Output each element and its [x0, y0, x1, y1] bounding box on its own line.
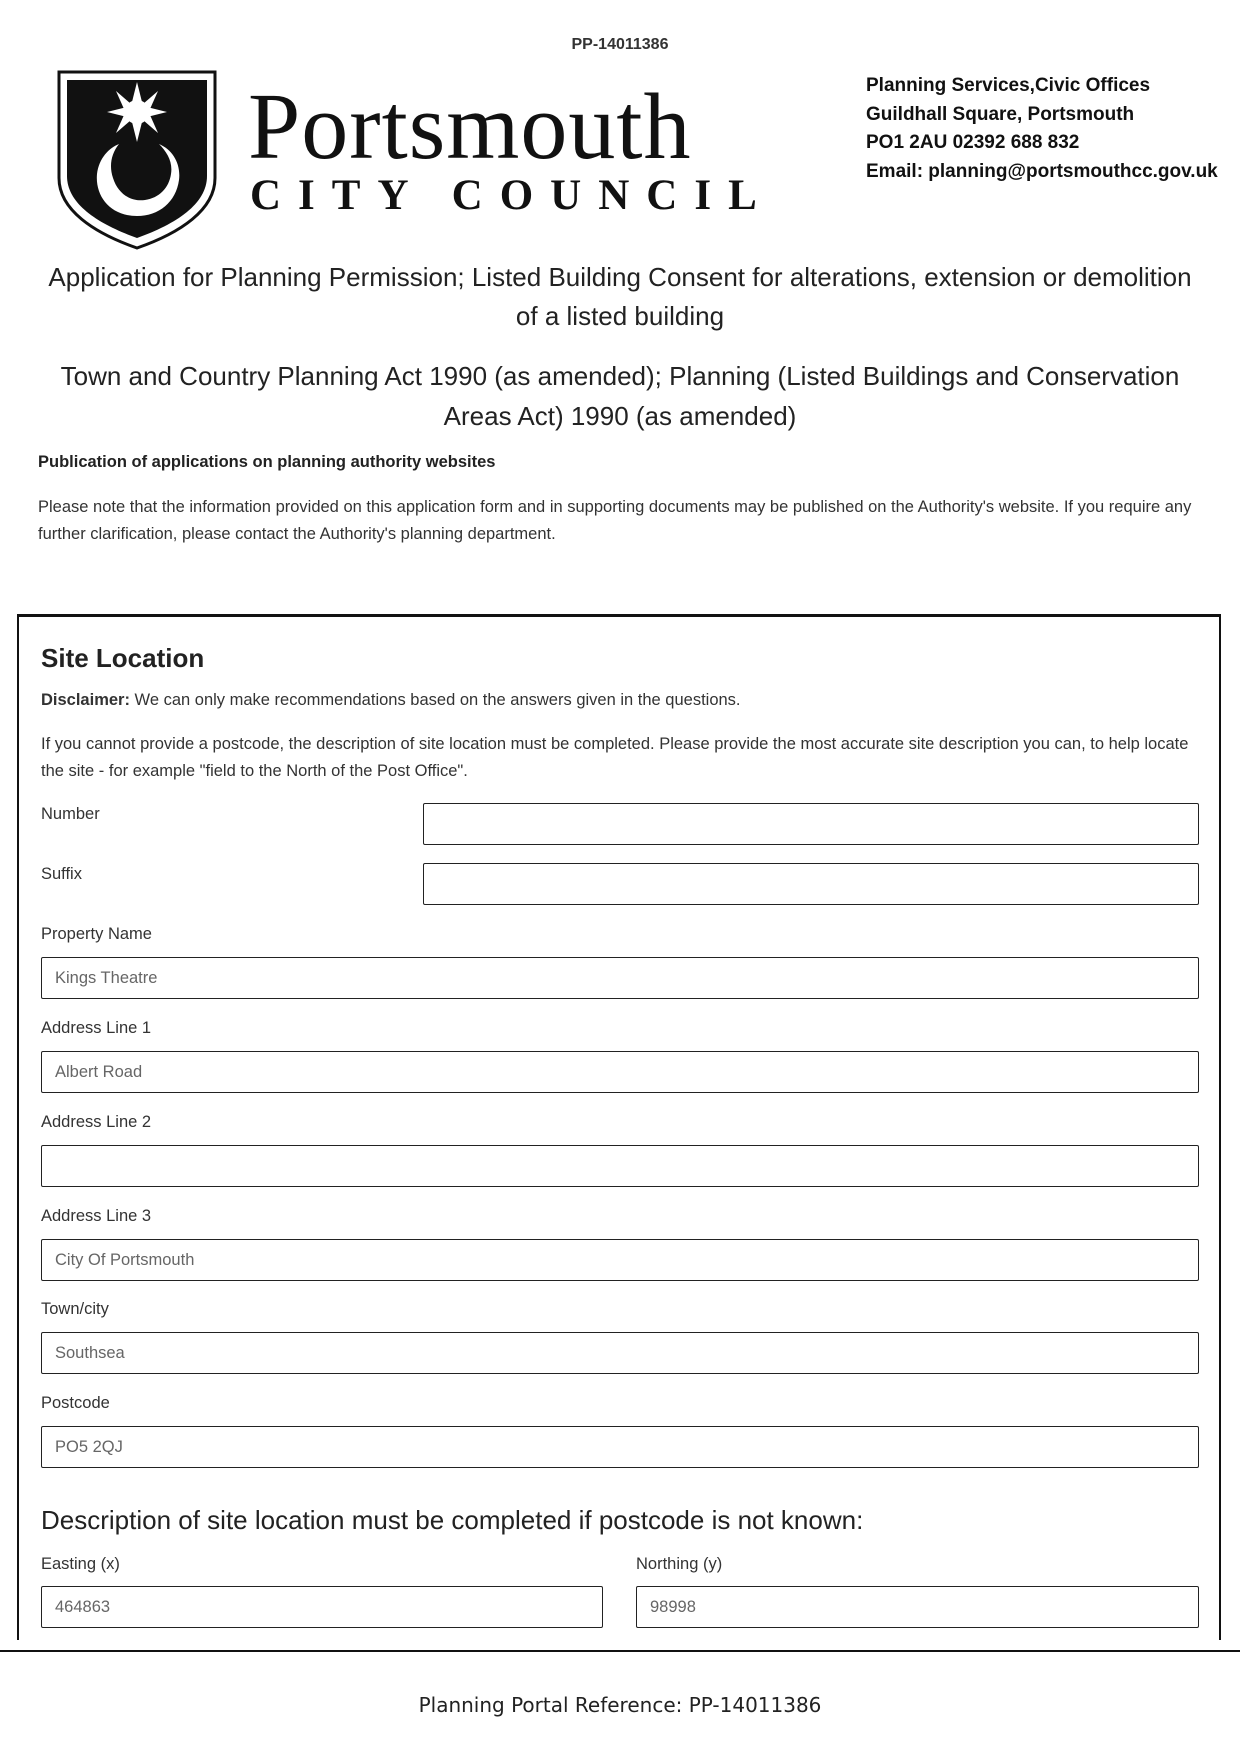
- easting-field[interactable]: 464863: [41, 1586, 603, 1628]
- easting-label: Easting (x): [41, 1555, 120, 1573]
- northing-field[interactable]: 98998: [636, 1586, 1199, 1628]
- council-crest-icon: [55, 68, 219, 252]
- contact-email: Email: planning@portsmouthcc.gov.uk: [866, 160, 1218, 182]
- application-title: Application for Planning Permission; Listed Building Consent for alterations, extension or demolition of a listed building: [48, 262, 1192, 331]
- number-label: Number: [41, 805, 100, 823]
- address-line-2-field[interactable]: [41, 1145, 1199, 1187]
- address-line-3-label: Address Line 3: [41, 1207, 152, 1225]
- property-name-field[interactable]: Kings Theatre: [41, 957, 1199, 999]
- site-location-heading: Site Location: [41, 643, 205, 673]
- footer-reference: Planning Portal Reference: PP-14011386: [418, 1693, 822, 1717]
- number-field[interactable]: [423, 803, 1199, 845]
- suffix-field[interactable]: [423, 863, 1199, 905]
- address-line-3-field[interactable]: City Of Portsmouth: [41, 1239, 1199, 1281]
- address-line-1-field[interactable]: Albert Road: [41, 1051, 1199, 1093]
- top-reference: PP-14011386: [571, 36, 669, 53]
- publication-heading: Publication of applications on planning authority websites: [38, 453, 496, 471]
- town-city-field[interactable]: Southsea: [41, 1332, 1199, 1374]
- disclaimer-label: Disclaimer:: [41, 691, 130, 709]
- town-city-label: Town/city: [41, 1300, 109, 1318]
- contact-line: PO1 2AU 02392 688 832: [866, 132, 1080, 153]
- legislation-title: Town and Country Planning Act 1990 (as amended); Planning (Listed Buildings and Conservation Areas Act) 1990 (as amended): [60, 361, 1180, 431]
- contact-line: Guildhall Square, Portsmouth: [866, 103, 1135, 125]
- property-name-label: Property Name: [41, 925, 152, 943]
- description-heading: Description of site location must be completed if postcode is not known:: [41, 1505, 864, 1535]
- disclaimer-text: We can only make recommendations based on the answers given in the questions.: [129, 691, 741, 709]
- contact-block: [866, 72, 1226, 186]
- postcode-label: Postcode: [41, 1394, 110, 1412]
- address-line-1-label: Address Line 1: [41, 1019, 152, 1037]
- logo-wordmark: Portsmouth: [248, 75, 692, 179]
- northing-label: Northing (y): [636, 1555, 723, 1573]
- postcode-field[interactable]: PO5 2QJ: [41, 1426, 1199, 1468]
- contact-line: Planning Services,Civic Offices: [866, 75, 1151, 96]
- logo-subtitle: CITY COUNCIL: [250, 172, 774, 219]
- disclaimer: [41, 687, 1211, 714]
- publication-text: Please note that the information provided on this application form and in supporting documents may be published on the Authority's website. If you require any further clarification, please contact the Authority's planning department.: [38, 498, 1192, 543]
- site-instructions: If you cannot provide a postcode, the description of site location must be completed. Please provide the most accurate site description you can, to help locate the site - for example "field to the North of the Post Office".: [41, 735, 1189, 780]
- suffix-label: Suffix: [41, 865, 82, 883]
- footer-divider: [0, 1650, 1240, 1652]
- address-line-2-label: Address Line 2: [41, 1113, 152, 1131]
